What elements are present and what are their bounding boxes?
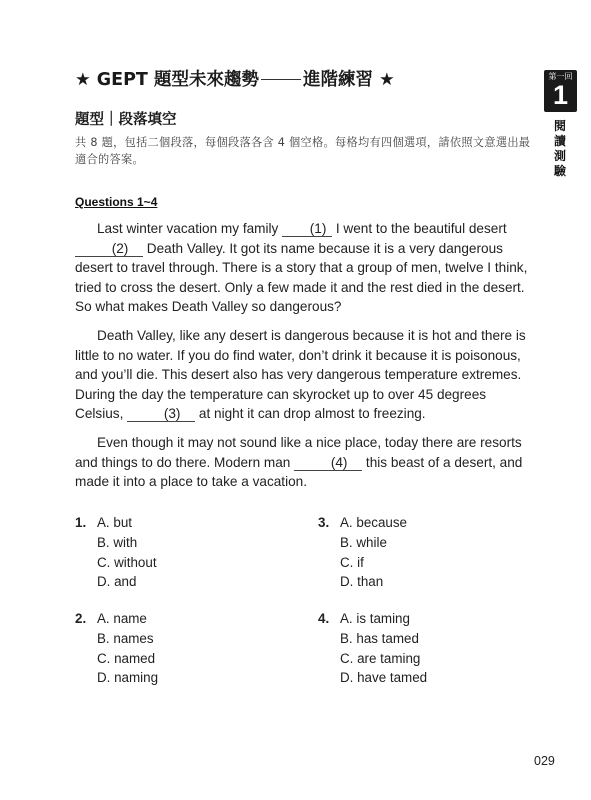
passage-paragraph-3 [75,433,537,492]
option: B. names [97,630,154,646]
option: A. because [340,515,407,530]
option: C. if [340,554,364,570]
option: C. without [97,554,157,570]
blank-4: (4) [294,455,362,471]
option: C. are taming [340,650,421,666]
passage-text: Death Valley, like any desert is dangerous because it is hot and there is little to no water. If you do find water, don’t drink it because it is poisonous, and you’ll die. This desert also has very dangerous temperature extremes. During the day the temperature can skyrocket up to over 45 degrees Celsius, [75,327,526,422]
blank-3: (3) [127,406,195,422]
passage-text: Last winter vacation my family [97,221,283,236]
chapter-tab-number: 1 [552,80,569,110]
chapter-label-char: 測 [553,149,566,163]
option: D. and [97,574,137,590]
page-number: 029 [534,754,555,768]
chapter-label-char: 驗 [553,164,566,178]
passage-paragraph-1 [75,219,537,317]
passage-text: this beast of a desert, and made it into a place to take a vacation. [75,454,523,490]
question-number: 3. [318,515,330,530]
chapter-tab-caption: 第一回 [548,72,573,81]
option: D. than [340,574,384,590]
blank-2: (2) [75,241,143,257]
chapter-label [552,119,568,179]
questions-heading: Questions 1~4 [75,195,158,209]
option: D. have tamed [340,670,428,686]
title-dash [261,79,301,80]
instructions: 共 8 題，包括二個段落，每個段落各含 4 個空格。每格均有四個選項，請依照文意選出最適合的答案。 [75,136,531,166]
passage-paragraph-2 [75,326,537,424]
question-2 [75,609,158,688]
option: D. naming [97,670,159,686]
option: B. with [97,534,138,550]
option: A. name [97,611,147,626]
section-heading: 題型｜段落填空 [75,112,177,128]
option: B. has tamed [340,630,419,646]
passage-text: at night it can drop almost to freezing. [195,406,426,422]
passage-text: Even though it may not sound like a nice place, today there are resorts and things to do there. Modern man [75,434,522,470]
question-number: 4. [318,611,330,626]
option: B. while [340,534,387,550]
question-4 [318,609,427,688]
passage-text: Death Valley. It got its name because it is a very dangerous desert to travel through. There is a story that a group of men, twelve I think, tried to cross the desert. Only a few made it and the rest died in the desert. So what makes Death Valley so dangerous? [75,240,528,315]
option: A. but [97,515,132,530]
option: C. named [97,650,156,666]
option: A. is taming [340,611,410,626]
chapter-label-char: 讀 [553,134,566,148]
chapter-label-char: 閱 [553,119,566,133]
question-number: 2. [75,611,87,626]
blank-1: (1) [282,221,332,237]
page-title [75,66,515,91]
title-part-1: ★ GEPT 題型未來趨勢 [75,70,259,90]
passage-text: I went to the beautiful desert [332,221,507,236]
chapter-tab [544,70,577,112]
question-3 [318,513,407,592]
question-number: 1. [75,515,87,530]
question-1 [75,513,157,592]
passage [75,219,537,501]
title-part-2: 進階練習 ★ [302,70,395,90]
